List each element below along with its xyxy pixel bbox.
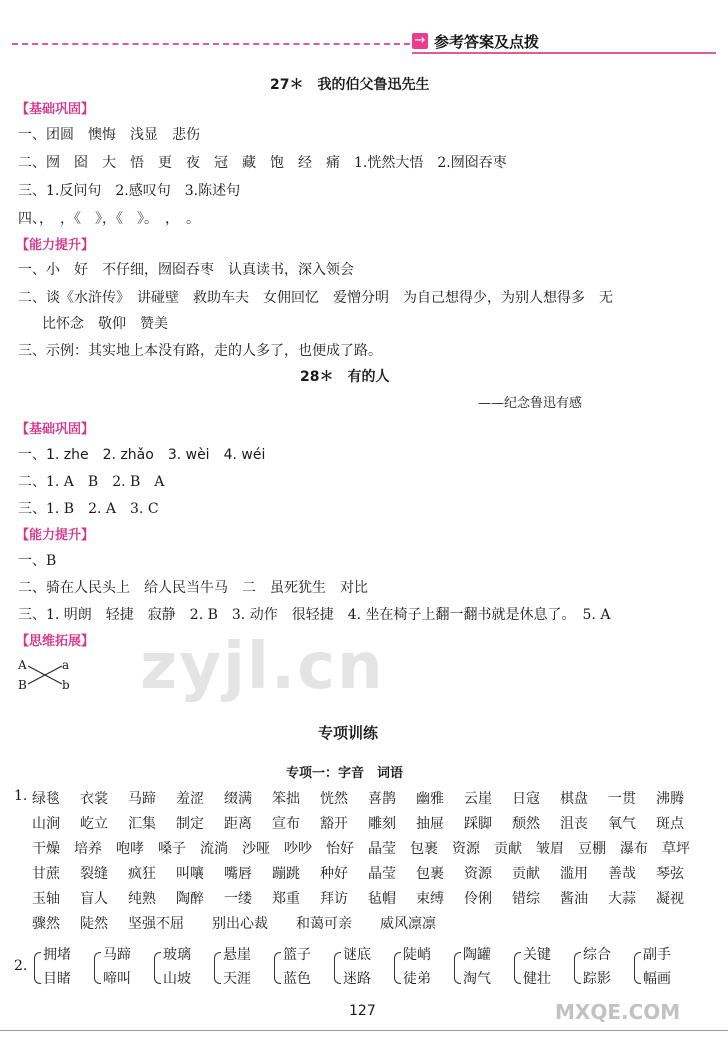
brace-top-word: 拥堵 bbox=[43, 947, 71, 963]
word-item: 幽雅 bbox=[416, 791, 444, 807]
special-subtitle: 专项一：字音 词语 bbox=[286, 766, 404, 781]
lesson28-subtitle: ——纪念鲁迅有感 bbox=[478, 396, 583, 411]
word-row bbox=[32, 788, 704, 808]
word-item: 怡好 bbox=[326, 841, 354, 857]
brace-top-word: 玻璃 bbox=[163, 947, 191, 963]
lesson28-think-tag: 【思维拓展】 bbox=[16, 634, 95, 649]
lesson27-basic-line: 一、团圆 懊悔 浅显 悲伤 bbox=[18, 127, 200, 143]
word-item: 马蹄 bbox=[128, 791, 156, 807]
brace-group bbox=[94, 944, 150, 988]
brace-icon bbox=[94, 952, 101, 984]
page-number: 127 bbox=[349, 1003, 376, 1019]
brace-group bbox=[34, 944, 90, 988]
brace-icon bbox=[274, 952, 281, 984]
brace-top-word: 陡峭 bbox=[403, 947, 431, 963]
word-item: 皱眉 bbox=[536, 841, 564, 857]
word-item: 汇集 bbox=[128, 816, 156, 832]
brace-bottom-word: 啼叫 bbox=[103, 971, 131, 987]
header-underline bbox=[412, 52, 716, 54]
word-item: 嗓子 bbox=[158, 841, 186, 857]
brace-group bbox=[514, 944, 570, 988]
word-item: 种好 bbox=[320, 866, 348, 882]
word-item: 威风凛凛 bbox=[380, 916, 436, 932]
lesson28-basic-line: 二、1. A B 2. B A bbox=[18, 474, 165, 490]
word-item: 骤然 bbox=[32, 916, 60, 932]
brace-icon bbox=[334, 952, 341, 984]
lesson28-basic-line: 一、1. zhe 2. zhǎo 3. wèi 4. wéi bbox=[18, 447, 266, 463]
word-item: 咆哮 bbox=[116, 841, 144, 857]
word-item: 包裹 bbox=[416, 866, 444, 882]
brace-top-word: 关键 bbox=[523, 947, 551, 963]
word-row bbox=[32, 888, 704, 908]
word-item: 氧气 bbox=[608, 816, 636, 832]
matching-diagram bbox=[18, 658, 78, 694]
brace-group bbox=[214, 944, 270, 988]
word-item: 束缚 bbox=[416, 891, 444, 907]
brace-group bbox=[154, 944, 210, 988]
word-item: 抽屉 bbox=[416, 816, 444, 832]
brace-group bbox=[274, 944, 330, 988]
lesson28-basic-line: 三、1. B 2. A 3. C bbox=[18, 501, 159, 517]
brace-bottom-word: 蓝色 bbox=[283, 971, 311, 987]
word-item: 陶醉 bbox=[176, 891, 204, 907]
word-item: 恍然 bbox=[320, 791, 348, 807]
page-header bbox=[412, 28, 539, 54]
word-item: 豆棚 bbox=[578, 841, 606, 857]
brace-top-word: 陶罐 bbox=[463, 947, 491, 963]
word-item: 疯狂 bbox=[128, 866, 156, 882]
lesson27-ability-line: 一、小 好 不仔细，囫囵吞枣 认真读书，深入领会 bbox=[18, 262, 354, 278]
brace-group bbox=[394, 944, 450, 988]
brace-icon bbox=[514, 952, 521, 984]
brace-bottom-word: 山坡 bbox=[163, 971, 191, 987]
word-item: 吵吵 bbox=[284, 841, 312, 857]
lesson27-basic-line: 四、， ，《 》，《 》。 ， 。 bbox=[18, 211, 200, 227]
lesson28-ability-tag: 【能力提升】 bbox=[16, 528, 95, 543]
match-right-bottom: b bbox=[62, 678, 70, 692]
brace-icon bbox=[154, 952, 161, 984]
lesson27-ability-line: 三、示例：其实地上本没有路，走的人多了，也便成了路。 bbox=[18, 343, 382, 359]
site-watermark-text: MXQE.COM bbox=[555, 1000, 681, 1024]
word-item: 颓然 bbox=[512, 816, 540, 832]
word-item: 距离 bbox=[224, 816, 252, 832]
word-item: 盲人 bbox=[80, 891, 108, 907]
word-item: 绿毯 bbox=[32, 791, 60, 807]
brace-bottom-word: 健壮 bbox=[523, 971, 551, 987]
word-item: 贡献 bbox=[512, 866, 540, 882]
match-left-bottom: B bbox=[18, 678, 27, 692]
brace-group bbox=[454, 944, 510, 988]
brace-bottom-word: 天涯 bbox=[223, 971, 251, 987]
word-item: 裂缝 bbox=[80, 866, 108, 882]
q2-label: 2. bbox=[14, 958, 28, 974]
word-item: 伶俐 bbox=[464, 891, 492, 907]
lesson27-basic-line: 三、1.反问句 2.感叹句 3.陈述句 bbox=[18, 183, 241, 199]
brace-icon bbox=[394, 952, 401, 984]
word-row bbox=[32, 863, 704, 883]
word-item: 棋盘 bbox=[560, 791, 588, 807]
word-item: 晶莹 bbox=[368, 841, 396, 857]
brace-top-word: 马蹄 bbox=[103, 947, 131, 963]
brace-top-word: 悬崖 bbox=[223, 947, 251, 963]
lesson27-basic-line: 二、囫 囵 大 悟 更 夜 冠 藏 饱 经 痛 1.恍然大悟 2.囫囵吞枣 bbox=[18, 155, 507, 171]
word-item: 沙哑 bbox=[242, 841, 270, 857]
word-item: 流淌 bbox=[200, 841, 228, 857]
word-item: 大蒜 bbox=[608, 891, 636, 907]
word-item: 叫嚷 bbox=[176, 866, 204, 882]
word-item: 草坪 bbox=[662, 841, 690, 857]
brace-icon bbox=[634, 952, 641, 984]
word-item: 沮丧 bbox=[560, 816, 588, 832]
word-item: 拜访 bbox=[320, 891, 348, 907]
word-item: 沸腾 bbox=[656, 791, 684, 807]
brace-group bbox=[334, 944, 390, 988]
word-item: 晶莹 bbox=[368, 866, 396, 882]
word-item: 和蔼可亲 bbox=[296, 916, 352, 932]
q1-label: 1. bbox=[14, 788, 28, 804]
word-item: 屹立 bbox=[80, 816, 108, 832]
special-title: 专项训练 bbox=[318, 724, 379, 742]
word-item: 贡献 bbox=[494, 841, 522, 857]
word-item: 斑点 bbox=[656, 816, 684, 832]
word-item: 瀑布 bbox=[620, 841, 648, 857]
word-item: 包裹 bbox=[410, 841, 438, 857]
word-item: 干燥 bbox=[32, 841, 60, 857]
word-item: 善哉 bbox=[608, 866, 636, 882]
word-row bbox=[32, 913, 464, 933]
word-item: 郑重 bbox=[272, 891, 300, 907]
brace-bottom-word: 淘气 bbox=[463, 971, 491, 987]
header-dashed-rule bbox=[12, 43, 410, 45]
word-item: 培养 bbox=[74, 841, 102, 857]
word-item: 凝视 bbox=[656, 891, 684, 907]
word-item: 错综 bbox=[512, 891, 540, 907]
word-item: 纯熟 bbox=[128, 891, 156, 907]
footer-rule bbox=[0, 1030, 728, 1031]
word-item: 一缕 bbox=[224, 891, 252, 907]
brace-icon bbox=[214, 952, 221, 984]
match-right-top: a bbox=[62, 658, 70, 672]
word-item: 山涧 bbox=[32, 816, 60, 832]
brace-icon bbox=[454, 952, 461, 984]
brace-icon bbox=[574, 952, 581, 984]
brace-group bbox=[634, 944, 690, 988]
brace-top-word: 综合 bbox=[583, 947, 611, 963]
header-title: 参考答案及点拨 bbox=[434, 32, 540, 51]
lesson28-ability-line: 三、1. 明朗 轻捷 寂静 2. B 3. 动作 很轻捷 4. 坐在椅子上翻一翻书就是休息了。 5. A bbox=[18, 607, 611, 623]
lesson28-basic-tag: 【基础巩固】 bbox=[16, 422, 95, 437]
brace-top-word: 篮子 bbox=[283, 947, 311, 963]
word-item: 喜鹊 bbox=[368, 791, 396, 807]
brace-icon bbox=[34, 952, 41, 984]
word-item: 蹦跳 bbox=[272, 866, 300, 882]
word-item: 踩脚 bbox=[464, 816, 492, 832]
brace-bottom-word: 目睹 bbox=[43, 971, 71, 987]
word-item: 笨拙 bbox=[272, 791, 300, 807]
brace-bottom-word: 迷路 bbox=[343, 971, 371, 987]
word-item: 别出心裁 bbox=[212, 916, 268, 932]
word-item: 甘蔗 bbox=[32, 866, 60, 882]
word-item: 宣布 bbox=[272, 816, 300, 832]
word-item: 一贯 bbox=[608, 791, 636, 807]
word-item: 酱油 bbox=[560, 891, 588, 907]
word-item: 制定 bbox=[176, 816, 204, 832]
brace-bottom-word: 徒弟 bbox=[403, 971, 431, 987]
word-item: 玉轴 bbox=[32, 891, 60, 907]
word-row bbox=[32, 838, 704, 858]
brace-group bbox=[574, 944, 630, 988]
lesson27-title: 27＊ 我的伯父鲁迅先生 bbox=[270, 77, 430, 93]
word-item: 坚强不屈 bbox=[128, 916, 184, 932]
word-item: 滥用 bbox=[560, 866, 588, 882]
match-cross-lines bbox=[28, 662, 62, 688]
lesson28-title: 28＊ 有的人 bbox=[300, 369, 390, 385]
lesson28-ability-line: 二、骑在人民头上 给人民当牛马 二 虽死犹生 对比 bbox=[18, 580, 368, 596]
word-item: 陡然 bbox=[80, 916, 108, 932]
brace-top-word: 副手 bbox=[643, 947, 671, 963]
word-item: 琴弦 bbox=[656, 866, 684, 882]
brace-bottom-word: 踪影 bbox=[583, 971, 611, 987]
lesson27-ability-line: 二、谈《水浒传》 讲碰壁 救助车夫 女佣回忆 爱憎分明 为自己想得少，为别人想得多 无 bbox=[18, 290, 613, 306]
word-item: 云崖 bbox=[464, 791, 492, 807]
word-item: 雕刻 bbox=[368, 816, 396, 832]
word-item: 毡帽 bbox=[368, 891, 396, 907]
match-left-top: A bbox=[18, 658, 27, 672]
word-item: 羞涩 bbox=[176, 791, 204, 807]
word-item: 嘴唇 bbox=[224, 866, 252, 882]
word-item: 资源 bbox=[464, 866, 492, 882]
word-item: 资源 bbox=[452, 841, 480, 857]
word-item: 日寇 bbox=[512, 791, 540, 807]
lesson27-basic-tag: 【基础巩固】 bbox=[16, 102, 95, 117]
word-row bbox=[32, 813, 704, 833]
word-item: 豁开 bbox=[320, 816, 348, 832]
brace-bottom-word: 幅画 bbox=[643, 971, 671, 987]
arrow-right-icon: → bbox=[412, 33, 428, 49]
word-item: 缀满 bbox=[224, 791, 252, 807]
word-item: 衣裳 bbox=[80, 791, 108, 807]
lesson27-ability-tag: 【能力提升】 bbox=[16, 238, 95, 253]
lesson27-ability-line: 比怀念 敬仰 赞美 bbox=[42, 316, 168, 332]
site-watermark-logo: zyjl.cn bbox=[140, 630, 385, 704]
lesson28-ability-line: 一、B bbox=[18, 553, 57, 569]
brace-top-word: 谜底 bbox=[343, 947, 371, 963]
